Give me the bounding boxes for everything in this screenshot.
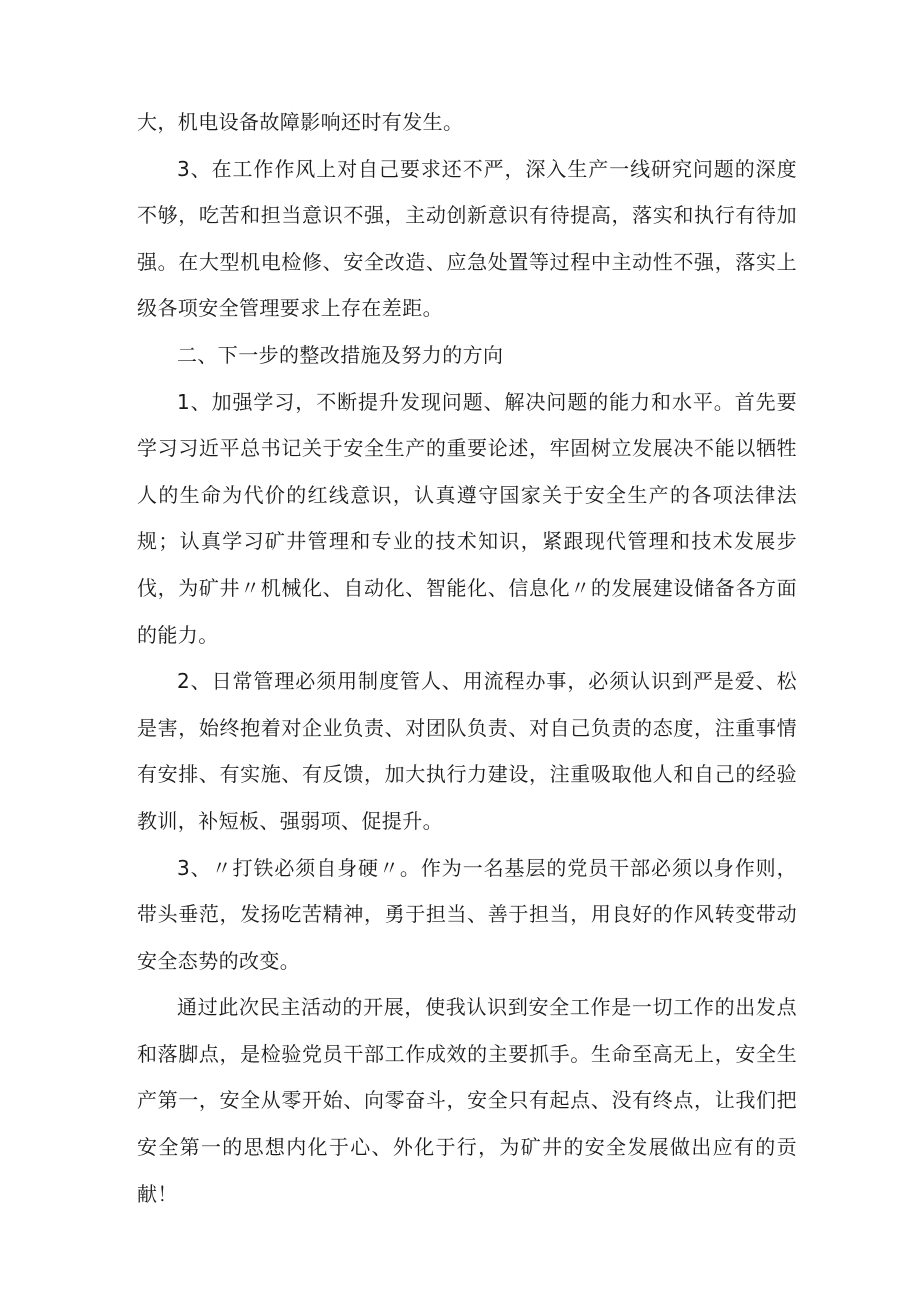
paragraph-conclusion: 通过此次民主活动的开展，使我认识到安全工作是一切工作的出发点和落脚点，是检验党员干部工作成效的主要抓手。生命至高无上，安全生产第一，安全从零开始、向零奋斗，安全只有起点、没有终点，让我们把安全第一的思想内化于心、外化于行，为矿井的安全发展做出应有的贡献！ [137,995,797,1206]
paragraph-lead-by-example: 3、〃打铁必须自身硬〃。作为一名基层的党员干部必须以身作则，带头垂范，发扬吃苦精神，勇于担当、善于担当，用良好的作风转变带动安全态势的改变。 [137,855,797,973]
paragraph-strengthen-learning: 1、加强学习，不断提升发现问题、解决问题的能力和水平。首先要学习习近平总书记关于安全生产的重要论述，牢固树立发展决不能以牺牲人的生命为代价的红线意识，认真遵守国家关于安全生产的各项法律法规；认真学习矿井管理和专业的技术知识，紧跟现代管理和技术发展步伐，为矿井〃机械化、自动化、智能化、信息化〃的发展建设储备各方面的能力。 [137,389,797,647]
paragraph-daily-management: 2、日常管理必须用制度管人、用流程办事，必须认识到严是爱、松是害，始终抱着对企业负责、对团队负责、对自己负责的态度，注重事情有安排、有实施、有反馈，加大执行力建设，注重吸取他人和自己的经验教训，补短板、强弱项、促提升。 [137,669,797,833]
paragraph-work-style: 3、在工作作风上对自己要求还不严，深入生产一线研究问题的深度不够，吃苦和担当意识不强，主动创新意识有待提高，落实和执行有待加强。在大型机电检修、安全改造、应急处置等过程中主动性不强，落实上级各项安全管理要求上存在差距。 [137,156,797,321]
section-heading-rectification: 二、下一步的整改措施及努力的方向 [177,342,504,367]
paragraph-continuation: 大，机电设备故障影响还时有发生。 [137,110,464,134]
document-body [137,99,797,1217]
